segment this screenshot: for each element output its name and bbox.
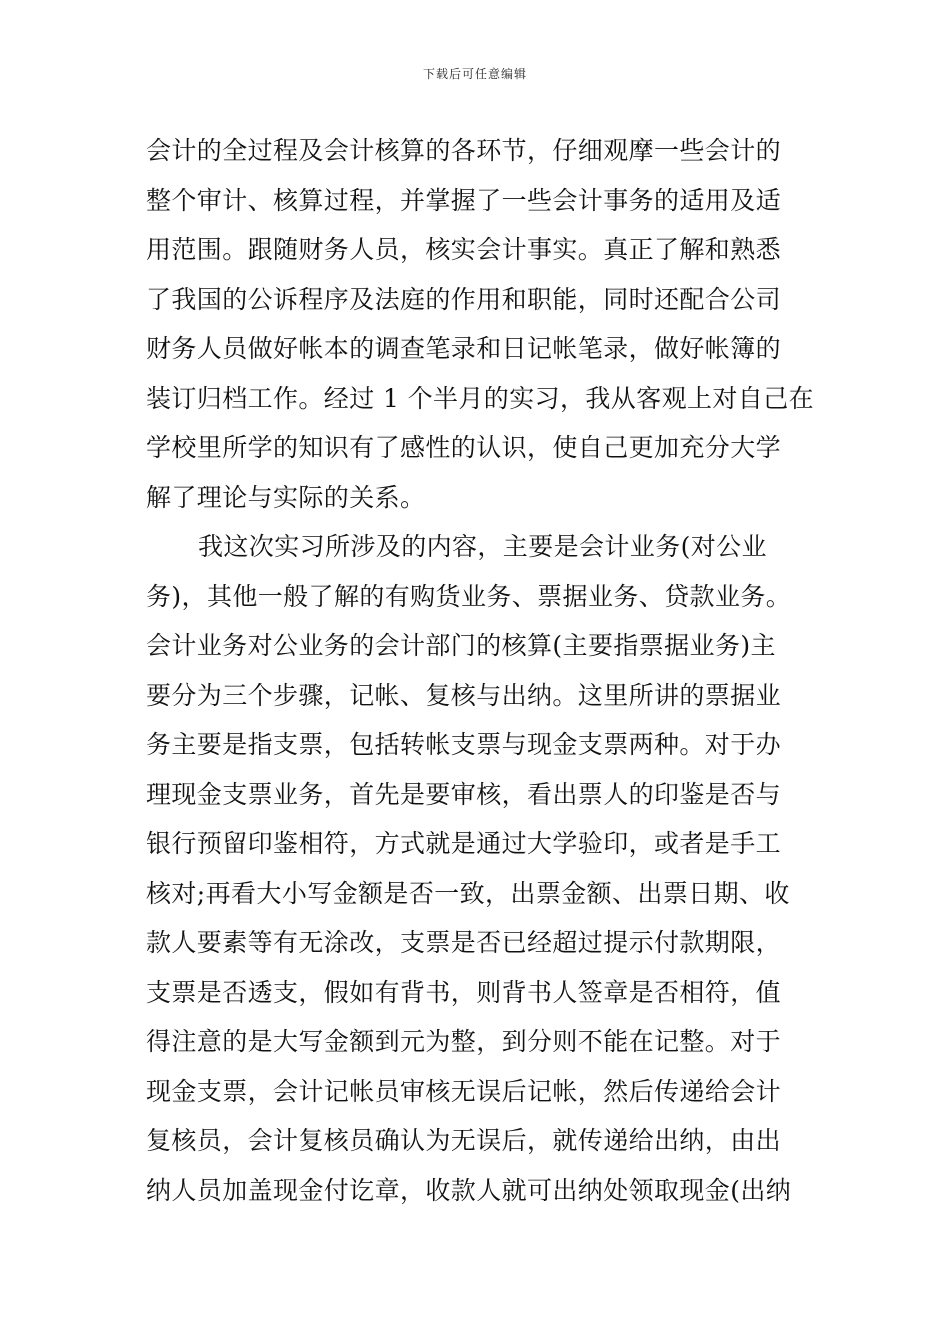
text-line: 核对;再看大小写金额是否一致，出票金额、出票日期、收 xyxy=(146,878,790,908)
text-line: 用范围。跟随财务人员，核实会计事实。真正了解和熟悉 xyxy=(146,235,782,264)
text-line: 务)，其他一般了解的有购货业务、票据业务、贷款业务。 xyxy=(146,581,792,611)
text-line: 会计的全过程及会计核算的各环节，仔细观摩一些会计的 xyxy=(146,136,782,165)
text-line: 学校里所学的知识有了感性的认识，使自己更加充分大学 xyxy=(146,433,782,462)
text-line: 会计业务对公业务的会计部门的核算(主要指票据业务)主 xyxy=(146,631,776,660)
text-line: 银行预留印鉴相符，方式就是通过大学验印，或者是手工 xyxy=(146,829,782,858)
text-line: 款人要素等有无涂改，支票是否已经超过提示付款期限， xyxy=(146,928,782,957)
text-line: 务主要是指支票，包括转帐支票与现金支票两种。对于办 xyxy=(146,730,782,759)
text-line: 理现金支票业务，首先是要审核，看出票人的印鉴是否与 xyxy=(146,779,782,809)
text-line: 整个审计、核算过程，并掌握了一些会计事务的适用及适 xyxy=(146,185,782,215)
text-line: 了我国的公诉程序及法庭的作用和职能，同时还配合公司 xyxy=(146,284,782,314)
paragraph-1 xyxy=(146,126,814,522)
text-line: 复核员，会计复核员确认为无误后，就传递给出纳，由出 xyxy=(146,1126,782,1155)
document-body xyxy=(146,126,814,1215)
text-line: 我这次实习所涉及的内容，主要是会计业务(对公业 xyxy=(198,532,767,561)
text-line: 解了理论与实际的关系。 xyxy=(146,482,426,512)
paragraph-2 xyxy=(146,522,814,1215)
text-line: 要分为三个步骤，记帐、复核与出纳。这里所讲的票据业 xyxy=(146,680,782,710)
page-header: 下载后可任意编辑 xyxy=(422,67,527,81)
text-line: 现金支票，会计记帐员审核无误后记帐，然后传递给会计 xyxy=(146,1076,782,1106)
text-line: 支票是否透支，假如有背书，则背书人签章是否相符，值 xyxy=(146,977,782,1007)
text-line: 得注意的是大写金额到元为整，到分则不能在记整。对于 xyxy=(146,1027,782,1056)
text-line: 装订归档工作。经过 1 个半月的实习，我从客观上对自己在 xyxy=(146,383,814,413)
text-line: 纳人员加盖现金付讫章，收款人就可出纳处领取现金(出纳 xyxy=(146,1175,792,1205)
text-line: 财务人员做好帐本的调查笔录和日记帐笔录，做好帐簿的 xyxy=(146,334,782,363)
